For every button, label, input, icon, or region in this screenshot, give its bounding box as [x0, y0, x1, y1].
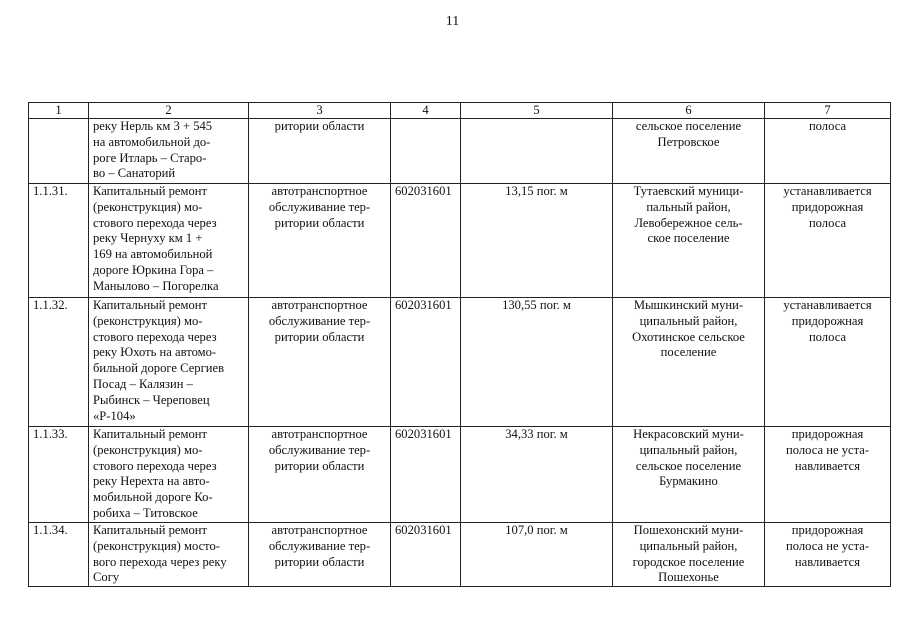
row-number-cell [29, 184, 89, 298]
table-row [29, 119, 891, 184]
table-header-row [29, 103, 891, 119]
code: 602031601 [395, 298, 452, 312]
roadside-strip-cell [765, 523, 891, 587]
object-name-cell [89, 119, 249, 184]
purpose-cell [249, 184, 391, 298]
object-name-cell [89, 184, 249, 298]
object-name-cell [89, 427, 249, 523]
column-header: 6 [613, 103, 765, 119]
object-name: Капитальный ремонт (реконструкция) мо- стового перехода через реку Нерехта на авто- мобильной дороге Ко- робиха – Титовское [93, 427, 217, 520]
purpose-cell [249, 523, 391, 587]
location: Тутаевский муници- пальный район, Левобережное сель- ское поселение [633, 184, 744, 246]
column-header: 2 [89, 103, 249, 119]
table-row [29, 427, 891, 523]
objects-table [28, 102, 891, 587]
roadside-strip: устанавливается придорожная полоса [783, 298, 872, 344]
code-cell [391, 427, 461, 523]
object-name: Капитальный ремонт (реконструкция) мо- стового перехода через реку Юхоть на автомо- бильной дороге Сергиев Посад – Калязин – Рыбинск – Череповец «Р-104» [93, 298, 225, 423]
table-row [29, 298, 891, 427]
code-cell [391, 119, 461, 184]
row-number: 1.1.31. [33, 184, 68, 198]
length-cell [461, 298, 613, 427]
length-cell [461, 184, 613, 298]
column-header: 5 [461, 103, 613, 119]
code-cell [391, 184, 461, 298]
location-cell [613, 184, 765, 298]
object-name: Капитальный ремонт (реконструкция) мо- стового перехода через реку Чернуху км 1 + 169 на автомобильной дороге Юркина Гора – Манылово – Погорелка [93, 184, 219, 293]
roadside-strip-cell [765, 184, 891, 298]
purpose: автотранспортное обслуживание тер- ритории области [268, 298, 371, 344]
roadside-strip: придорожная полоса не уста- навливается [785, 427, 870, 473]
column-header: 1 [29, 103, 89, 119]
roadside-strip: устанавливается придорожная полоса [783, 184, 872, 230]
column-header: 7 [765, 103, 891, 119]
purpose: ритории области [274, 119, 365, 133]
roadside-strip-cell [765, 119, 891, 184]
purpose-cell [249, 427, 391, 523]
row-number-cell [29, 298, 89, 427]
location-cell [613, 427, 765, 523]
code-cell [391, 523, 461, 587]
length: 107,0 пог. м [505, 523, 568, 537]
length: 130,55 пог. м [502, 298, 571, 312]
length-cell [461, 427, 613, 523]
row-number: 1.1.32. [33, 298, 68, 312]
table-row [29, 184, 891, 298]
length-cell [461, 119, 613, 184]
roadside-strip-cell [765, 427, 891, 523]
page-number: 11 [445, 14, 460, 29]
object-name: Капитальный ремонт (реконструкция) мосто- вого перехода через реку Согу [93, 523, 227, 585]
location: Мышкинский муни- ципальный район, Охотинское сельское поселение [632, 298, 745, 360]
column-header: 3 [249, 103, 391, 119]
object-name-cell [89, 523, 249, 587]
column-header: 4 [391, 103, 461, 119]
length: 13,15 пог. м [505, 184, 568, 198]
location-cell [613, 119, 765, 184]
location-cell [613, 523, 765, 587]
row-number: 1.1.34. [33, 523, 68, 537]
purpose-cell [249, 298, 391, 427]
length-cell [461, 523, 613, 587]
roadside-strip: полоса [808, 119, 847, 133]
object-name: реку Нерль км 3 + 545 на автомобильной до- роге Итларь – Старо- во – Санаторий [93, 119, 213, 181]
code-cell [391, 298, 461, 427]
row-number-cell [29, 523, 89, 587]
row-number: 1.1.33. [33, 427, 68, 441]
roadside-strip-cell [765, 298, 891, 427]
row-number-cell [29, 119, 89, 184]
purpose-cell [249, 119, 391, 184]
purpose: автотранспортное обслуживание тер- ритории области [268, 523, 371, 569]
purpose: автотранспортное обслуживание тер- ритории области [268, 184, 371, 230]
code: 602031601 [395, 523, 452, 537]
row-number-cell [29, 427, 89, 523]
code: 602031601 [395, 427, 452, 441]
location: Пошехонский муни- ципальный район, городское поселение Пошехонье [632, 523, 745, 585]
location: сельское поселение Петровское [635, 119, 742, 149]
length: 34,33 пог. м [505, 427, 568, 441]
code: 602031601 [395, 184, 452, 198]
location: Некрасовский муни- ципальный район, сельское поселение Бурмакино [633, 427, 744, 489]
object-name-cell [89, 298, 249, 427]
table-row [29, 523, 891, 587]
purpose: автотранспортное обслуживание тер- ритории области [268, 427, 371, 473]
location-cell [613, 298, 765, 427]
roadside-strip: придорожная полоса не уста- навливается [785, 523, 870, 569]
